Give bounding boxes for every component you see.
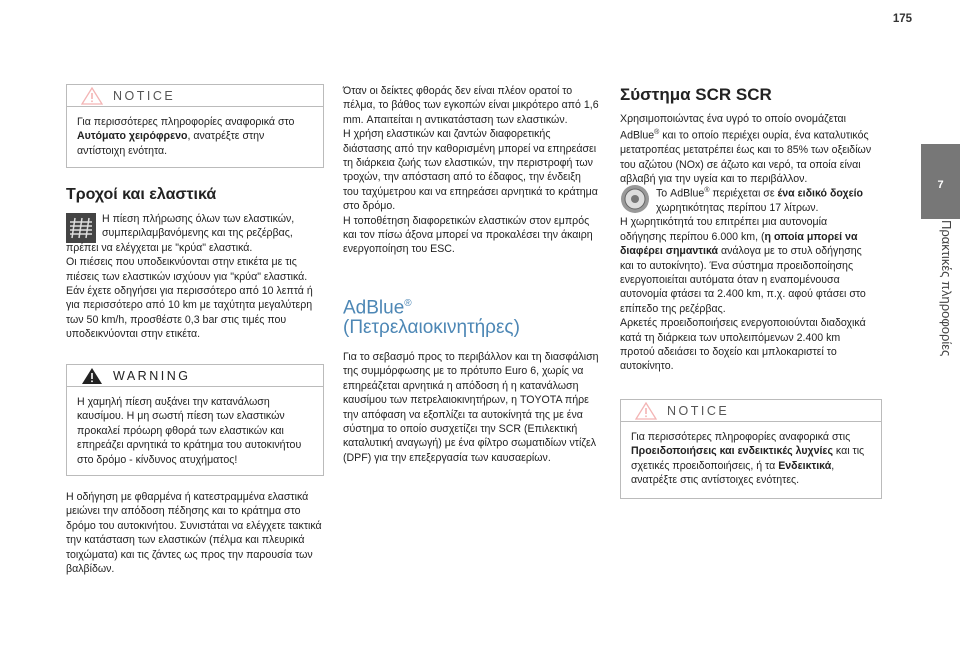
text-line: πιέσεις των ελαστικών ισχύουν για "κρύα" ελαστικά. xyxy=(66,270,308,283)
notice-body xyxy=(621,422,881,494)
text-line: και τον πίσω άξονα μπορεί να προκαλέσει την άκαιρη xyxy=(343,229,593,242)
text-line: τοιχώματα) και τις ζάντες ως προς την παρουσία των xyxy=(66,548,313,561)
text-line: συμπεριλαμβανόμενης και της ρεζέρβας, xyxy=(102,227,293,240)
text-line: Αρκετές προειδοποιήσεις ενεργοποιούνται διαδοχικά xyxy=(620,317,866,330)
warning-body xyxy=(67,387,323,473)
chapter-title: Πρακτικές πληροφορίες xyxy=(939,220,954,357)
text-line xyxy=(620,244,882,258)
text-line: υποδεικνύονται στην ετικέτα. xyxy=(66,328,201,341)
text-line: τη διάρκεια ζωής των ελαστικών, την περιστροφή των xyxy=(343,157,593,170)
text-line: Για περισσότερες πληροφορίες αναφορικά στις xyxy=(631,431,851,443)
text-line: χωρητικότητας περίπου 17 λίτρων. xyxy=(656,201,819,214)
adblue-intro-text xyxy=(343,350,609,465)
page-number: 175 xyxy=(892,13,912,25)
text-line: της συμμόρφωσης με το πρότυπο Euro 6, χωρίς να xyxy=(343,365,584,378)
text-line: ανατρέξτε στις αντίστοιχες ενότητες. xyxy=(631,474,800,487)
chapter-title-tab[interactable] xyxy=(919,218,960,398)
notice-text-end: , ανατρέξτε στην αντίστοιχη ενότητα. xyxy=(77,130,265,157)
text-line: μετατροπέας μετατρέπει έως και το 85% των οξειδίων xyxy=(620,144,872,157)
text-line: διάστασης από την καθορισμένη μπορεί να επηρεάσει xyxy=(343,142,597,155)
text-span: ανάλογα με το στυλ οδήγησης xyxy=(718,245,862,258)
text-span: AdBlue xyxy=(620,129,655,142)
warning-triangle-icon xyxy=(81,367,103,385)
text-line: Η χωρητικότητά του επιτρέπει μια αυτονομία xyxy=(620,216,828,229)
text-line: Η τοποθέτηση διαφορετικών ελαστικών στον εμπρός xyxy=(343,214,590,227)
text-line: επηρεάζει αρνητικά το κράτημα του αυτοκινήτου xyxy=(77,439,302,452)
registered-mark: ® xyxy=(404,298,412,309)
text-line: ενεργοποιείται αυτόματα όταν η εναπομένουσα xyxy=(620,273,840,286)
text-line: αβλαβή για την υγεία και το περιβάλλον. xyxy=(620,173,808,186)
text-line: καυσίμου των πετρελαιοκινητήρων, η TOYOTA πήρε xyxy=(343,394,589,407)
text-span: και τις xyxy=(832,445,865,458)
text-line: (DPF) για την επεξεργασία των καυσαερίων. xyxy=(343,451,551,464)
chapter-number: 7 xyxy=(937,179,944,191)
text-span: , xyxy=(831,459,835,472)
text-line: την απόφαση να εξοπλίζει τα αυτοκίνητά της με ένα xyxy=(343,408,583,421)
text-line: Χρησιμοποιώντας ένα υγρό το οποίο ονομάζεται xyxy=(620,113,847,125)
text-line: σύστημα το οποίο συσχετίζει την SCR (Επιλεκτική xyxy=(343,423,578,436)
text-line xyxy=(631,459,871,473)
text-line: Η χρήση ελαστικών και ζαντών διαφορετικής xyxy=(343,128,551,141)
text-line: Όταν οι δείκτες φθοράς δεν είναι πλέον ορατοί το xyxy=(343,85,573,97)
text-line: αυτονομία φτάσει τα 2.400 km, π.χ. αφού φτάσει στο xyxy=(620,288,866,301)
worn-tyres-text xyxy=(66,490,328,576)
text-line: επηρεάζεται αρνητικά η απόδοση ή η κατανάλωση xyxy=(343,379,579,392)
text-line: μειώνει την απόδοση πέδησης και το κράτημα στο xyxy=(66,505,301,518)
text-span: σχετικές προειδοποιήσεις, ή τα xyxy=(631,459,779,472)
adblue-heading-text: AdBlue xyxy=(343,297,405,319)
text-line: επίπεδο της ρεζέρβας. xyxy=(620,302,726,315)
text-span: Το AdBlue xyxy=(656,187,705,200)
wear-indicator-text xyxy=(343,84,609,257)
text-line: κατά τη διάρκεια των υπολειπόμενων 2.400 km xyxy=(620,331,841,344)
notice-box-warnings xyxy=(620,399,882,499)
bold-term: διαφέρει σημαντικά xyxy=(620,245,719,258)
notice-box-autohold xyxy=(66,84,324,168)
notice-bold-term: Αυτόματο χειρόφρενο xyxy=(77,130,188,143)
text-line: Η πίεση πλήρωσης όλων των ελαστικών, xyxy=(102,213,295,225)
text-line xyxy=(620,184,882,201)
warning-header xyxy=(67,365,323,387)
section-heading-adblue xyxy=(343,294,412,318)
text-line: στο δρόμο. xyxy=(343,200,396,213)
notice-body xyxy=(67,107,323,164)
text-line: βαλβίδων. xyxy=(66,563,115,576)
notice-text: Για περισσότερες πληροφορίες αναφορικά στο xyxy=(77,116,295,128)
section-heading-tyres: Τροχοί και ελαστικά xyxy=(66,186,217,203)
notice-triangle-icon xyxy=(635,402,657,420)
text-line: προκαλεί πρόωρη φθορά των ελαστικών και xyxy=(77,424,284,437)
text-line: του ταχύμετρου και να επηρεάσει αρνητικά το κράτημα xyxy=(343,185,598,198)
notice-triangle-icon xyxy=(81,87,103,105)
warning-box-pressure xyxy=(66,364,324,476)
text-line: για περισσότερο από 10 km με ταχύτητα μεγαλύτερη xyxy=(66,299,313,312)
text-line: Οι πιέσεις που υποδεικνύονται στην ετικέτα με τις xyxy=(66,256,297,269)
section-heading-scr: Σύστημα SCR SCR xyxy=(620,85,772,104)
text-line: στο δρόμο - κίνδυνος ατυχήματος! xyxy=(77,453,238,466)
adblue-tank-text xyxy=(620,184,882,374)
bold-term: Προειδοποιήσεις και ενδεικτικές λυχνίες xyxy=(631,445,833,458)
text-line: καυσίμου. Η μη σωστή πίεση των ελαστικών xyxy=(77,410,285,423)
text-line: τροχών, την απόσταση από το έδαφος, την ένδειξη xyxy=(343,171,581,184)
text-line: Για το σεβασμό προς το περιβάλλον και τη διασφάλιση xyxy=(343,351,599,363)
text-line xyxy=(631,444,871,458)
scr-text xyxy=(620,112,882,187)
text-line: πρέπει να ελέγχεται με "κρύα" ελαστικά. xyxy=(66,241,253,254)
text-line: και το αυτοκίνητο). Ένα σύστημα προειδοποίησης xyxy=(620,259,854,272)
notice-header xyxy=(67,85,323,107)
text-line: την κατάσταση των ελαστικών (πέλμα και πλευρικά xyxy=(66,534,305,547)
text-span: και το οποίο περιέχει ουρία, ένα καταλυτικός xyxy=(659,129,869,142)
text-line: Η οδήγηση με φθαρμένα ή κατεστραμμένα ελαστικά xyxy=(66,491,309,503)
section-subheading-diesel: (Πετρελαιοκινητήρες) xyxy=(343,317,520,338)
text-line: Εάν έχετε οδηγήσει για περισσότερο από 10 λεπτά ή xyxy=(66,285,313,298)
text-line: mm. Απαιτείται η αντικατάσταση των ελαστικών. xyxy=(343,113,568,126)
text-line: ενεργοποίηση του ESC. xyxy=(343,243,455,256)
text-line: των 50 km/h, προσθέστε 0,3 bar στις τιμές που xyxy=(66,313,287,326)
text-line xyxy=(620,126,882,143)
text-line: δρόμο του αυτοκινήτου. Συνιστάται να ελέγχετε τακτικά xyxy=(66,519,322,532)
notice-title: NOTICE xyxy=(113,89,176,103)
text-line: καταλυτική αναγωγή) με ένα φίλτρο σωματιδίων ντίζελ xyxy=(343,437,597,450)
notice-header xyxy=(621,400,881,422)
notice-title: NOTICE xyxy=(667,404,730,418)
registered-mark: ® xyxy=(704,187,710,194)
tyre-pressure-text xyxy=(66,212,328,342)
text-line xyxy=(620,230,882,244)
text-line: αυτοκίνητο. xyxy=(620,360,674,373)
registered-mark: ® xyxy=(654,129,660,137)
warning-title: WARNING xyxy=(113,369,191,383)
text-line: Η χαμηλή πίεση αυξάνει την κατανάλωση xyxy=(77,396,270,408)
text-line: πέλμα, το βάθος των εγκοπών είναι μικρότερο από 1,6 xyxy=(343,99,599,112)
text-span: οδήγησης περίπου 6.000 km, ( xyxy=(620,230,765,243)
text-line: προτού αδειάσει το δοχείο και μπλοκαριστεί το xyxy=(620,346,837,358)
bold-term: Ενδεικτικά xyxy=(778,459,832,472)
bold-term: η οποία μπορεί να xyxy=(764,230,858,243)
text-span: περιέχεται σε xyxy=(709,187,778,200)
text-line: του αζώτου (NOx) σε άζωτο και νερό, τα οποία είναι xyxy=(620,158,861,171)
bold-term: ένα ειδικό δοχείο xyxy=(777,187,864,200)
